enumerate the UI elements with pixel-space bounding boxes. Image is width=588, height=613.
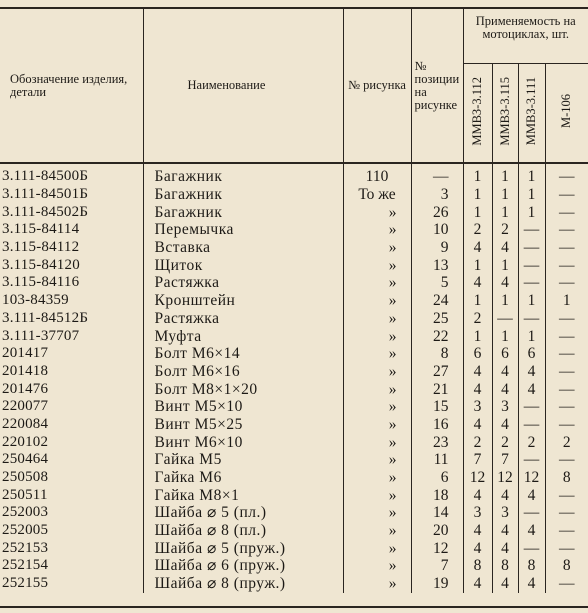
cell-qty-mmvz-3-115: 4 [492, 380, 518, 398]
cell-figure-no: То же [343, 186, 411, 204]
cell-qty-mmvz-3-111: 4 [518, 363, 545, 381]
cell-name: Муфта [143, 327, 343, 345]
cell-position-no: 13 [411, 256, 463, 274]
table-row [0, 575, 588, 593]
cell-qty-m-106: — [545, 575, 588, 593]
cell-qty-mmvz-3-111: 1 [518, 163, 545, 186]
cell-name: Растяжка [143, 310, 343, 328]
cell-position-no: 11 [411, 451, 463, 469]
cell-qty-mmvz-3-111: — [518, 539, 545, 557]
cell-figure-no: » [343, 256, 411, 274]
table-row [0, 203, 588, 221]
cell-qty-mmvz-3-115: 4 [492, 416, 518, 434]
cell-designation: 252154 [2, 557, 49, 574]
cell-qty-mmvz-3-112: 2 [463, 433, 492, 451]
cell-name: Винт М5×10 [143, 398, 343, 416]
table-row [0, 327, 588, 345]
cell-position-no: 24 [411, 292, 463, 310]
cell-designation: 252003 [2, 504, 49, 521]
cell-designation: 3.111-84502Б [2, 203, 89, 220]
cell-figure-no: » [343, 380, 411, 398]
cell-designation: 220077 [2, 398, 49, 415]
cell-name: Болт М6×14 [143, 345, 343, 363]
header-model: ММВЗ-3.112 [463, 64, 492, 164]
bottom-rule [0, 606, 588, 608]
cell-qty-mmvz-3-112: 4 [463, 539, 492, 557]
cell-qty-mmvz-3-115: 8 [492, 557, 518, 575]
cell-qty-mmvz-3-112: 3 [463, 504, 492, 522]
table-row [0, 416, 588, 434]
table-row [0, 486, 588, 504]
cell-designation: 3.111-84512Б [2, 309, 89, 326]
cell-qty-mmvz-3-115: 4 [492, 486, 518, 504]
cell-name: Болт М8×1×20 [143, 380, 343, 398]
cell-qty-mmvz-3-112: 4 [463, 522, 492, 540]
cell-name: Шайба ⌀ 6 (пруж.) [143, 557, 343, 575]
parts-table [0, 7, 588, 593]
cell-qty-mmvz-3-115: 1 [492, 327, 518, 345]
cell-qty-mmvz-3-111: 1 [518, 327, 545, 345]
cell-name: Шайба ⌀ 5 (пл.) [143, 504, 343, 522]
cell-position-no: 6 [411, 469, 463, 487]
cell-qty-mmvz-3-115: 6 [492, 345, 518, 363]
cell-position-no: 20 [411, 522, 463, 540]
cell-figure-no: » [343, 310, 411, 328]
table-row [0, 363, 588, 381]
cell-qty-mmvz-3-115: 4 [492, 363, 518, 381]
table-body [0, 163, 588, 593]
cell-qty-mmvz-3-111: 4 [518, 522, 545, 540]
cell-qty-mmvz-3-111: 2 [518, 433, 545, 451]
cell-position-no: 19 [411, 575, 463, 593]
cell-designation: 3.115-84114 [2, 221, 80, 238]
cell-position-no: 14 [411, 504, 463, 522]
cell-figure-no: » [343, 345, 411, 363]
cell-qty-mmvz-3-111: — [518, 239, 545, 257]
cell-figure-no: » [343, 203, 411, 221]
cell-qty-m-106: — [545, 380, 588, 398]
cell-name: Шайба ⌀ 8 (пруж.) [143, 575, 343, 593]
cell-qty-mmvz-3-115: 4 [492, 274, 518, 292]
cell-figure-no: » [343, 327, 411, 345]
cell-qty-mmvz-3-112: 4 [463, 363, 492, 381]
cell-designation: 201417 [2, 345, 49, 362]
table-row [0, 221, 588, 239]
cell-name: Болт М6×16 [143, 363, 343, 381]
cell-qty-m-106: — [545, 539, 588, 557]
cell-figure-no: » [343, 292, 411, 310]
table-row [0, 239, 588, 257]
cell-figure-no: » [343, 539, 411, 557]
cell-qty-mmvz-3-111: — [518, 310, 545, 328]
cell-qty-mmvz-3-111: 1 [518, 203, 545, 221]
cell-designation: 250508 [2, 469, 49, 486]
cell-qty-mmvz-3-112: 1 [463, 203, 492, 221]
cell-designation: 103-84359 [2, 292, 69, 309]
cell-qty-m-106: — [545, 203, 588, 221]
cell-figure-no: » [343, 398, 411, 416]
cell-qty-mmvz-3-115: 3 [492, 398, 518, 416]
table-row [0, 451, 588, 469]
cell-qty-m-106: — [545, 398, 588, 416]
cell-figure-no: » [343, 557, 411, 575]
cell-qty-m-106: — [545, 186, 588, 204]
cell-name: Багажник [143, 203, 343, 221]
cell-qty-mmvz-3-112: 8 [463, 557, 492, 575]
cell-qty-mmvz-3-115: 4 [492, 575, 518, 593]
cell-qty-mmvz-3-112: 1 [463, 292, 492, 310]
cell-figure-no: » [343, 575, 411, 593]
cell-qty-mmvz-3-115: 1 [492, 292, 518, 310]
cell-name: Шайба ⌀ 5 (пруж.) [143, 539, 343, 557]
cell-qty-m-106: — [545, 416, 588, 434]
cell-qty-mmvz-3-111: 12 [518, 469, 545, 487]
cell-qty-mmvz-3-111: — [518, 451, 545, 469]
table-row [0, 469, 588, 487]
header-name: Наименование [143, 8, 343, 163]
cell-qty-mmvz-3-115: 2 [492, 433, 518, 451]
cell-qty-mmvz-3-115: 4 [492, 239, 518, 257]
header-model: М-106 [545, 64, 588, 164]
cell-qty-mmvz-3-111: — [518, 398, 545, 416]
cell-figure-no: » [343, 469, 411, 487]
cell-qty-mmvz-3-112: 7 [463, 451, 492, 469]
cell-qty-mmvz-3-115: 4 [492, 522, 518, 540]
table-row [0, 274, 588, 292]
table-row [0, 380, 588, 398]
cell-position-no: 9 [411, 239, 463, 257]
cell-figure-no: » [343, 363, 411, 381]
cell-figure-no: » [343, 451, 411, 469]
cell-designation: 252153 [2, 539, 49, 556]
cell-qty-mmvz-3-111: — [518, 504, 545, 522]
cell-qty-mmvz-3-111: 1 [518, 186, 545, 204]
cell-figure-no: » [343, 239, 411, 257]
cell-qty-mmvz-3-112: 4 [463, 274, 492, 292]
cell-qty-mmvz-3-111: — [518, 221, 545, 239]
cell-qty-mmvz-3-111: — [518, 256, 545, 274]
cell-qty-mmvz-3-112: 12 [463, 469, 492, 487]
cell-figure-no: » [343, 274, 411, 292]
cell-qty-m-106: — [545, 451, 588, 469]
cell-name: Растяжка [143, 274, 343, 292]
cell-designation: 250464 [2, 451, 49, 468]
cell-qty-m-106: — [545, 327, 588, 345]
cell-name: Кронштейн [143, 292, 343, 310]
cell-qty-mmvz-3-115: 1 [492, 186, 518, 204]
cell-figure-no: » [343, 416, 411, 434]
cell-qty-m-106: — [545, 522, 588, 540]
cell-position-no: 18 [411, 486, 463, 504]
cell-qty-m-106: — [545, 221, 588, 239]
cell-qty-mmvz-3-115: 1 [492, 256, 518, 274]
cell-qty-m-106: 1 [545, 292, 588, 310]
cell-qty-m-106: 2 [545, 433, 588, 451]
cell-position-no: 25 [411, 310, 463, 328]
cell-qty-mmvz-3-112: 6 [463, 345, 492, 363]
cell-qty-m-106: 8 [545, 557, 588, 575]
cell-qty-m-106: — [545, 163, 588, 186]
cell-designation: 220102 [2, 433, 49, 450]
cell-position-no: 12 [411, 539, 463, 557]
cell-qty-m-106: — [545, 239, 588, 257]
cell-name: Багажник [143, 186, 343, 204]
table-row [0, 292, 588, 310]
table-row [0, 345, 588, 363]
cell-qty-mmvz-3-115: 12 [492, 469, 518, 487]
cell-position-no: 15 [411, 398, 463, 416]
cell-qty-mmvz-3-115: — [492, 310, 518, 328]
table-row [0, 398, 588, 416]
cell-position-no: 23 [411, 433, 463, 451]
cell-qty-mmvz-3-112: 4 [463, 575, 492, 593]
cell-position-no: 5 [411, 274, 463, 292]
cell-name: Щиток [143, 256, 343, 274]
cell-qty-mmvz-3-112: 1 [463, 327, 492, 345]
cell-qty-mmvz-3-112: 4 [463, 486, 492, 504]
cell-figure-no: » [343, 504, 411, 522]
cell-qty-m-106: — [545, 345, 588, 363]
cell-name: Шайба ⌀ 8 (пл.) [143, 522, 343, 540]
cell-qty-mmvz-3-112: 4 [463, 380, 492, 398]
cell-qty-mmvz-3-112: 1 [463, 256, 492, 274]
table-row [0, 522, 588, 540]
cell-position-no: 10 [411, 221, 463, 239]
cell-qty-mmvz-3-112: 2 [463, 310, 492, 328]
cell-name: Гайка М5 [143, 451, 343, 469]
cell-qty-mmvz-3-115: 2 [492, 221, 518, 239]
cell-qty-mmvz-3-112: 1 [463, 163, 492, 186]
cell-designation: 3.115-84120 [2, 256, 80, 273]
cell-name: Перемычка [143, 221, 343, 239]
cell-qty-m-106: — [545, 310, 588, 328]
header-model: ММВЗ-3.115 [492, 64, 518, 164]
table-row [0, 557, 588, 575]
cell-position-no: 3 [411, 186, 463, 204]
cell-position-no: 7 [411, 557, 463, 575]
header-model: ММВЗ-3.111 [518, 64, 545, 164]
cell-qty-m-106: — [545, 256, 588, 274]
cell-qty-mmvz-3-111: 4 [518, 575, 545, 593]
cell-qty-m-106: — [545, 504, 588, 522]
cell-figure-no: » [343, 433, 411, 451]
cell-qty-mmvz-3-115: 1 [492, 203, 518, 221]
cell-name: Винт М6×10 [143, 433, 343, 451]
cell-figure-no: » [343, 221, 411, 239]
table-row [0, 504, 588, 522]
cell-position-no: 27 [411, 363, 463, 381]
cell-position-no: 22 [411, 327, 463, 345]
cell-qty-mmvz-3-111: — [518, 416, 545, 434]
cell-qty-mmvz-3-111: 4 [518, 380, 545, 398]
cell-qty-mmvz-3-112: 2 [463, 221, 492, 239]
cell-name: Гайка М8×1 [143, 486, 343, 504]
cell-position-no: 26 [411, 203, 463, 221]
cell-figure-no: » [343, 522, 411, 540]
cell-qty-mmvz-3-115: 7 [492, 451, 518, 469]
cell-name: Гайка М6 [143, 469, 343, 487]
table-row [0, 256, 588, 274]
cell-designation: 252005 [2, 522, 49, 539]
cell-qty-mmvz-3-112: 3 [463, 398, 492, 416]
cell-qty-mmvz-3-112: 1 [463, 186, 492, 204]
cell-qty-mmvz-3-115: 1 [492, 163, 518, 186]
cell-qty-m-106: 8 [545, 469, 588, 487]
header-position-no: № позиции на рисунке [411, 8, 463, 163]
cell-qty-mmvz-3-111: — [518, 274, 545, 292]
cell-name: Багажник [143, 163, 343, 186]
table-row [0, 433, 588, 451]
cell-qty-mmvz-3-115: 4 [492, 539, 518, 557]
cell-designation: 201418 [2, 362, 49, 379]
cell-qty-mmvz-3-111: 8 [518, 557, 545, 575]
cell-qty-mmvz-3-111: 1 [518, 292, 545, 310]
cell-figure-no: » [343, 486, 411, 504]
cell-qty-m-106: — [545, 486, 588, 504]
cell-position-no: 16 [411, 416, 463, 434]
cell-position-no: 21 [411, 380, 463, 398]
cell-qty-m-106: — [545, 363, 588, 381]
cell-designation: 3.111-37707 [2, 327, 80, 344]
cell-figure-no: 110 [343, 163, 411, 186]
cell-designation: 252155 [2, 575, 49, 592]
cell-designation: 220084 [2, 415, 49, 432]
cell-designation: 250511 [2, 486, 48, 503]
cell-qty-mmvz-3-115: 3 [492, 504, 518, 522]
cell-designation: 3.115-84116 [2, 274, 80, 291]
table-row [0, 163, 588, 186]
table-row [0, 539, 588, 557]
header-applicability: Применяемость на мотоциклах, шт. [463, 8, 588, 64]
cell-position-no: 8 [411, 345, 463, 363]
cell-qty-mmvz-3-112: 4 [463, 416, 492, 434]
header-designation: Обозначение изделия, детали [0, 8, 143, 163]
table-row [0, 186, 588, 204]
cell-qty-m-106: — [545, 274, 588, 292]
cell-designation: 201476 [2, 380, 49, 397]
cell-name: Вставка [143, 239, 343, 257]
cell-qty-mmvz-3-111: 6 [518, 345, 545, 363]
cell-designation: 3.111-84500Б [2, 168, 89, 185]
table-row [0, 310, 588, 328]
cell-designation: 3.115-84112 [2, 239, 80, 256]
cell-qty-mmvz-3-111: 4 [518, 486, 545, 504]
cell-qty-mmvz-3-112: 4 [463, 239, 492, 257]
cell-position-no: — [411, 163, 463, 186]
cell-name: Винт М5×25 [143, 416, 343, 434]
cell-designation: 3.111-84501Б [2, 186, 89, 203]
header-figure-no: № рисунка [343, 8, 411, 163]
